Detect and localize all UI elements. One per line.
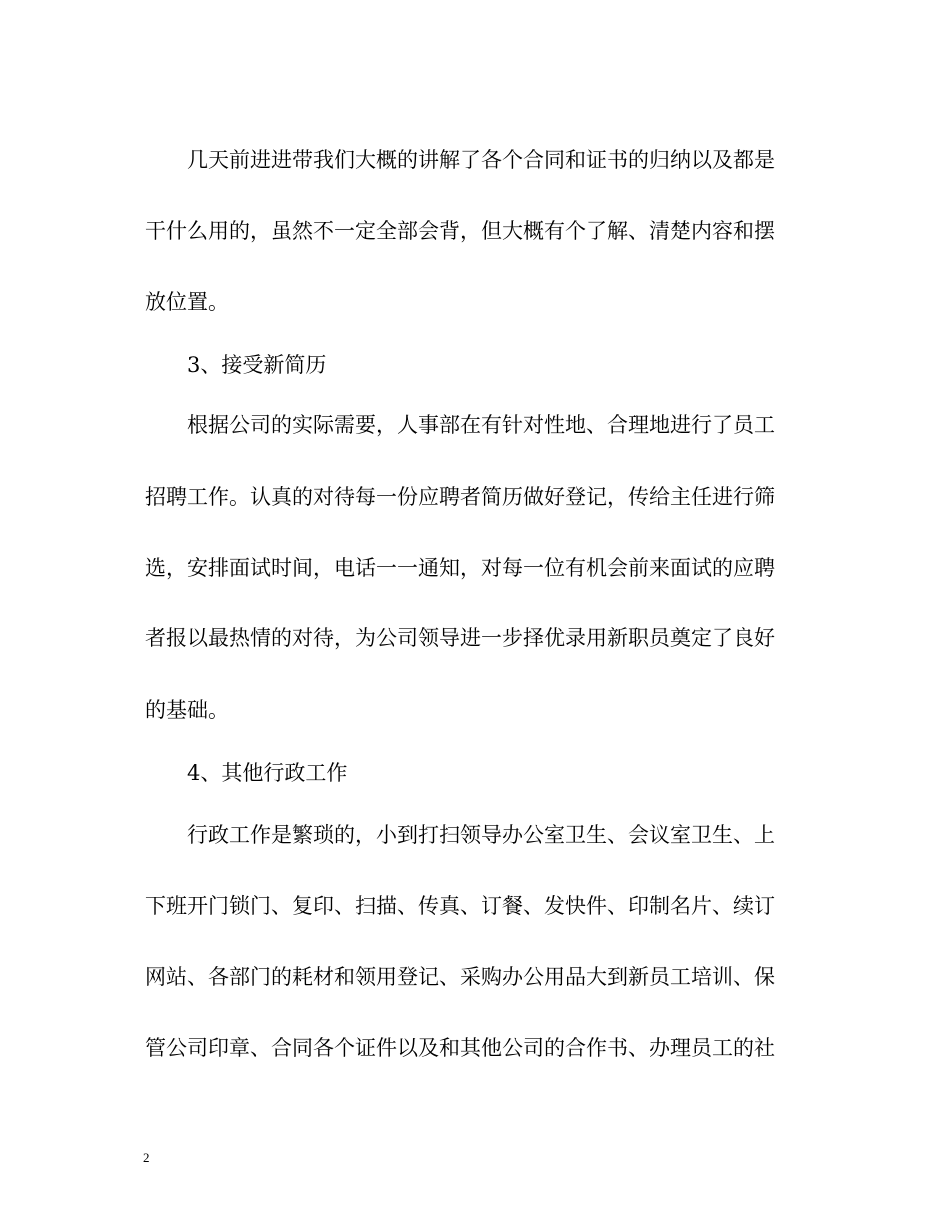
section-heading: 3、接受新简历 [187,353,327,377]
paragraph-line: 根据公司的实际需要，人事部在有针对性地、合理地进行了员工 [187,413,775,437]
paragraph-line: 选，安排面试时间，电话一一通知，对每一位有机会前来面试的应聘 [145,556,775,580]
paragraph-line: 行政工作是繁琐的，小到打扫领导办公室卫生、会议室卫生、上 [187,823,775,847]
paragraph-line: 招聘工作。认真的对待每一份应聘者简历做好登记，传给主任进行筛 [145,485,775,509]
section-heading: 4、其他行政工作 [187,761,348,785]
paragraph-line: 的基础。 [145,698,229,722]
paragraph-line: 干什么用的，虽然不一定全部会背，但大概有个了解、清楚内容和摆 [145,219,775,243]
paragraph-line: 管公司印章、合同各个证件以及和其他公司的合作书、办理员工的社 [145,1036,775,1060]
paragraph-line: 网站、各部门的耗材和领用登记、采购办公用品大到新员工培训、保 [145,965,775,989]
paragraph-line: 放位置。 [145,290,229,314]
paragraph-line: 几天前进进带我们大概的讲解了各个合同和证书的归纳以及都是 [187,148,775,172]
paragraph-line: 下班开门锁门、复印、扫描、传真、订餐、发快件、印制名片、续订 [145,894,775,918]
paragraph-line: 者报以最热情的对待，为公司领导进一步择优录用新职员奠定了良好 [145,626,775,650]
page-number: 2 [143,1150,150,1165]
